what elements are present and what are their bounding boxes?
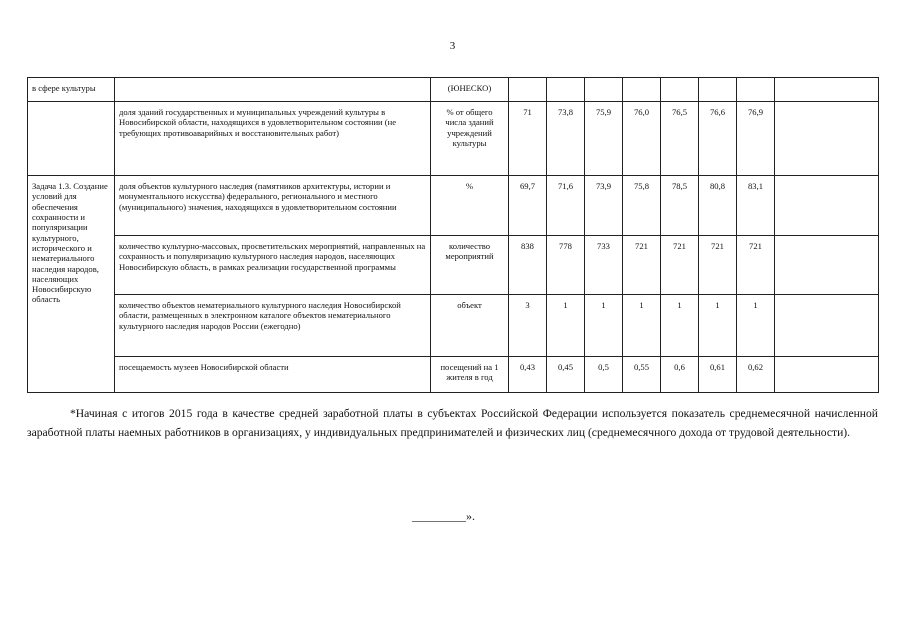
indicator-cell <box>115 78 431 102</box>
unit-cell: (ЮНЕСКО) <box>431 78 509 102</box>
value-cell: 3 <box>509 295 547 357</box>
task-cell <box>28 102 115 176</box>
value-cell <box>509 78 547 102</box>
value-cell: 721 <box>737 236 775 295</box>
value-cell: 1 <box>623 295 661 357</box>
indicators-table <box>27 77 879 393</box>
value-cell: 0,43 <box>509 357 547 393</box>
page-number: 3 <box>449 40 456 52</box>
value-cell: 83,1 <box>737 176 775 236</box>
value-cell: 721 <box>661 236 699 295</box>
value-cell: 75,8 <box>623 176 661 236</box>
value-cell: 0,61 <box>699 357 737 393</box>
value-cell <box>661 78 699 102</box>
value-cell: 75,9 <box>585 102 623 176</box>
value-cell: 0,55 <box>623 357 661 393</box>
value-cell: 71 <box>509 102 547 176</box>
value-cell: 1 <box>661 295 699 357</box>
indicator-cell: количество объектов нематериального культурного наследия Новосибирской области, размещенных в электронном каталоге объектов нематериального культурного наследия народов России (ежегодно) <box>115 295 431 357</box>
value-cell: 78,5 <box>661 176 699 236</box>
table-row <box>28 78 879 102</box>
unit-cell: объект <box>431 295 509 357</box>
value-cell: 1 <box>699 295 737 357</box>
value-cell: 0,45 <box>547 357 585 393</box>
value-cell: 80,8 <box>699 176 737 236</box>
value-cell: 76,9 <box>737 102 775 176</box>
table-row <box>28 357 879 393</box>
value-cell <box>585 78 623 102</box>
value-cell: 721 <box>699 236 737 295</box>
value-cell: 71,6 <box>547 176 585 236</box>
value-cell: 73,9 <box>585 176 623 236</box>
value-cell <box>737 78 775 102</box>
value-cell: 721 <box>623 236 661 295</box>
closing-mark: _________». <box>412 509 475 523</box>
unit-cell: количество мероприятий <box>431 236 509 295</box>
value-cell: 0,5 <box>585 357 623 393</box>
value-cell <box>699 78 737 102</box>
value-cell: 76,5 <box>661 102 699 176</box>
value-cell: 1 <box>737 295 775 357</box>
indicator-cell: доля объектов культурного наследия (памятников архитектуры, истории и монументального искусства) федерального, регионального и местного (муниципального) значения, находящихся в удовлетворительном состоянии <box>115 176 431 236</box>
indicator-cell: доля зданий государственных и муниципальных учреждений культуры в Новосибирской области, находящихся в удовлетворительном состоянии (не требующих противоаварийных и восстановительных работ) <box>115 102 431 176</box>
indicator-cell: посещаемость музеев Новосибирской области <box>115 357 431 393</box>
indicator-cell: количество культурно-массовых, просветительских мероприятий, направленных на сохранность и популяризацию культурного наследия народов, населяющих Новосибирскую область, в рамках реализации государственной программы <box>115 236 431 295</box>
empty-cell <box>775 102 879 176</box>
footnote: *Начиная с итогов 2015 года в качестве средней заработной платы в субъектах Российской Федерации используется показатель среднемесячной начисленной заработной платы наемных работников в организациях, у индивидуальных предпринимателей и физических лиц (среднемесячного дохода от трудовой деятельности). <box>27 407 878 439</box>
empty-cell <box>775 236 879 295</box>
value-cell: 1 <box>585 295 623 357</box>
value-cell: 778 <box>547 236 585 295</box>
table-row <box>28 236 879 295</box>
value-cell: 0,6 <box>661 357 699 393</box>
value-cell: 838 <box>509 236 547 295</box>
task-cell: Задача 1.3. Создание условий для обеспечения сохранности и популяризации культурного, исторического и нематериального наследия народов, населяющих Новосибирскую область <box>28 176 115 393</box>
task-cell: в сфере культуры <box>28 78 115 102</box>
table-row <box>28 176 879 236</box>
empty-cell <box>775 176 879 236</box>
value-cell: 1 <box>547 295 585 357</box>
table-row <box>28 102 879 176</box>
unit-cell: % от общего числа зданий учреждений культуры <box>431 102 509 176</box>
value-cell: 73,8 <box>547 102 585 176</box>
value-cell: 76,6 <box>699 102 737 176</box>
table-row <box>28 295 879 357</box>
value-cell <box>623 78 661 102</box>
empty-cell <box>775 295 879 357</box>
empty-cell <box>775 357 879 393</box>
value-cell: 733 <box>585 236 623 295</box>
value-cell: 0,62 <box>737 357 775 393</box>
empty-cell <box>775 78 879 102</box>
unit-cell: посещений на 1 жителя в год <box>431 357 509 393</box>
value-cell: 69,7 <box>509 176 547 236</box>
unit-cell: % <box>431 176 509 236</box>
value-cell <box>547 78 585 102</box>
value-cell: 76,0 <box>623 102 661 176</box>
